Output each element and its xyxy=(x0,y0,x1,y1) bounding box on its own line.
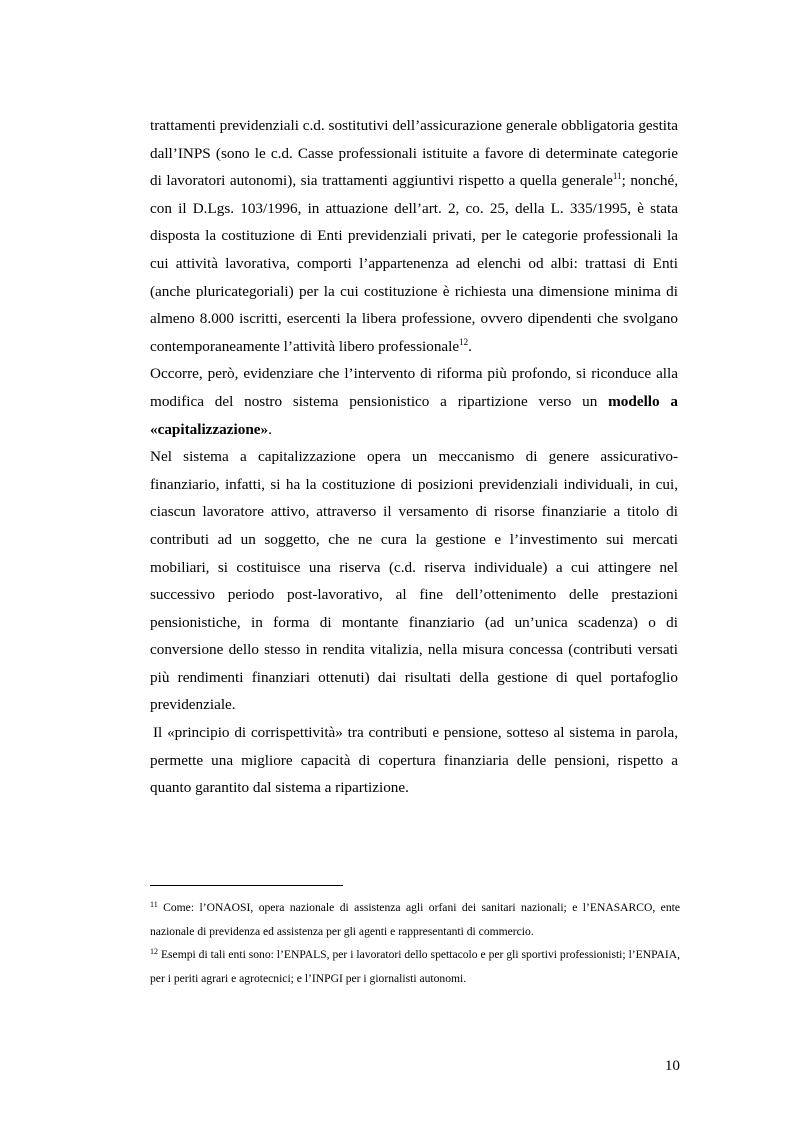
page-number: 10 xyxy=(664,1057,680,1074)
footnotes xyxy=(150,896,680,990)
footnote-11 xyxy=(150,896,680,943)
paragraph-1 xyxy=(150,112,678,360)
paragraph-1-text-c: . xyxy=(468,337,472,355)
paragraph-4: Il «principio di corrispettività» tra contributi e pensione, sotteso al sistema in parola, permette una migliore capacità di copertura finanziaria delle pensioni, rispetto a quanto garantito dal sistema a ripartizione. xyxy=(150,724,678,797)
paragraph-2-text-a: Occorre, però, evidenziare che l’intervento di riforma più profondo, si riconduce alla modifica del nostro sistema pensionistico a ripartizione verso un xyxy=(150,365,678,410)
footnote-12 xyxy=(150,943,680,990)
footnote-ref-11[interactable]: 11 xyxy=(612,171,622,182)
paragraph-2 xyxy=(150,360,678,443)
footnote-number-11: 11 xyxy=(150,900,158,909)
paragraph-2-bold-term: modello a «capitalizzazione» xyxy=(150,392,679,438)
paragraph-1-text-a: trattamenti previdenziali c.d. sostitutivi dell’assicurazione generale obbligatoria gestita dall’INPS (sono le c.d. Casse professionali istituite a favore di determinate categorie di lavoratori autonomi), sia trattamenti aggiuntivi rispetto a quella generale xyxy=(150,117,678,190)
footnote-text-12: Esempi di tali enti sono: l’ENPALS, per i lavoratori dello spettacolo e per gli sportivi professionisti; l’ENPAIA, per i periti agrari e agrotecnici; e l’INPGI per i giornalisti autonomi. xyxy=(150,948,680,985)
footnote-text-11: Come: l’ONAOSI, opera nazionale di assistenza agli orfani dei sanitari nazionali; e l’ENASARCO, ente nazionale di previdenza ed assistenza per gli agenti e rappresentanti di commercio. xyxy=(150,901,680,938)
paragraph-3: Nel sistema a capitalizzazione opera un meccanismo di genere assicurativo-finanziario, infatti, si ha la costituzione di posizioni previdenziali individuali, in cui, ciascun lavoratore attivo, attraverso il versamento di risorse finanziarie a titolo di contributi ad un soggetto, che ne cura la gestione e l’investimento sui mercati mobiliari, si costituisce una riserva (c.d. riserva individuale) a cui attingere nel successivo periodo post-lavorativo, al fine dell’ottenimento delle prestazioni pensionistiche, in forma di montante finanziario (ad un’unica scadenza) o di conversione dello stesso in rendita vitalizia, nella misura concessa (contributi versati più rendimenti finanziari ottenuti) dai risultati della gestione di quel portafoglio previdenziale. xyxy=(150,448,678,714)
footnote-ref-12[interactable]: 12 xyxy=(459,336,469,347)
footnote-number-12: 12 xyxy=(150,947,158,956)
paragraph-2-text-b: . xyxy=(268,420,272,438)
paragraph-1-text-b: ; nonché, con il D.Lgs. 103/1996, in attuazione dell’art. 2, co. 25, della L. 335/1995, è stata disposta la costituzione di Enti previdenziali privati, per le categorie professionali la cui attività lavorativa, comporti l’appartenenza ad elenchi od albi: trattasi di Enti (anche pluricategoriali) per la cui costituzione è richiesta una dimensione minima di almeno 8.000 iscritti, esercenti la libera professione, ovvero dipendenti che svolgano contemporaneamente l’attività libero professionale xyxy=(150,172,678,355)
body-text xyxy=(150,112,678,802)
footnote-separator xyxy=(150,885,343,886)
